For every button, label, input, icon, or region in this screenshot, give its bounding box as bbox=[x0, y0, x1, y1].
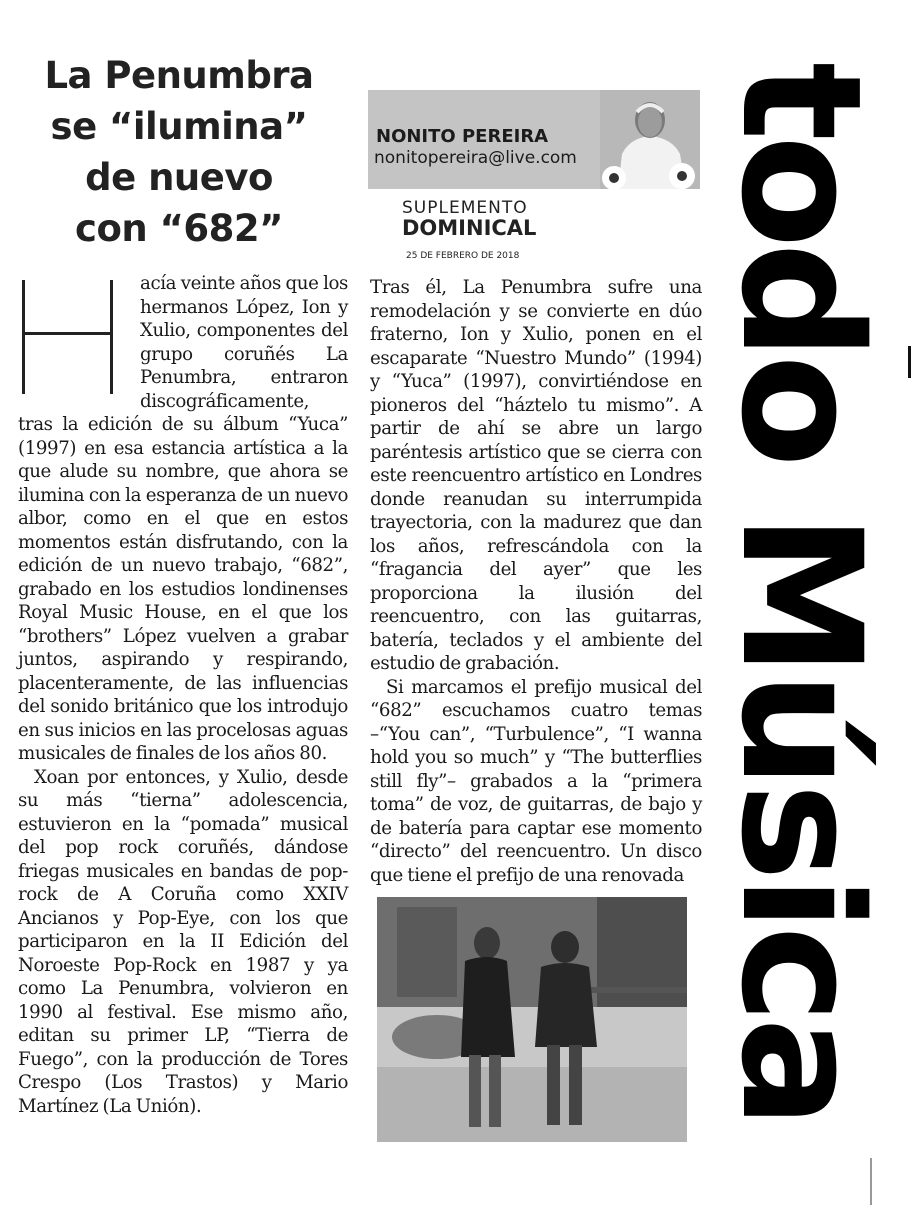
paragraph: Tras él, La Penumbra sufre una remodelación y se convierte en dúo fraterno, Ion y Xulio, ponen en el escaparate “Nuestro Mundo” (1994) y “Yuca” (1997), convirtiéndose en pioneros del “háztelo tu mismo”. A partir de ahí se abre un largo paréntesis artístico que se cierra con este reencuentro artístico en Londres donde reanudan su interrumpida trayectoria, con la madurez que dan los años, refrescándola con la “fragancia del ayer” que les proporciona la ilusión del reencuentro, con las guitarras, batería, teclados y el ambiente del estudio de grabación. bbox=[370, 277, 702, 674]
left-column bbox=[18, 272, 348, 1118]
section-banner bbox=[705, 62, 897, 1157]
supplement-date: 25 DE FEBRERO DE 2018 bbox=[406, 251, 520, 261]
drop-cap-letter bbox=[18, 278, 128, 396]
divider bbox=[870, 1158, 872, 1205]
drop-cap bbox=[18, 278, 128, 396]
headline bbox=[20, 50, 338, 254]
author-box bbox=[368, 90, 700, 189]
section-banner-text: todo Música bbox=[705, 62, 897, 1123]
paragraph: acía veinte años que los hermanos López, Ion y Xulio, componentes del grupo coruñés La Penumbra, entraron discográficamente, tras la edición de su álbum “Yuca” (1997) en esa estancia artística a la que alude su nombre, que ahora se ilumina con la esperanza de un nuevo albor, como en el que en estos momentos están disfrutando, con la edición de un nuevo trabajo, “682”, grabado en los estudios londinenses Royal Music House, en el que los “brothers” López vuelven a grabar juntos, aspirando y respirando, placenteramente, de las influencias del sonido británico que los introdujo en sus inicios en las procelosas aguas musicales de finales de los años 80. bbox=[18, 273, 348, 764]
headline-line: se “ilumina” bbox=[50, 105, 308, 148]
right-column bbox=[370, 276, 702, 887]
supplement-title: SUPLEMENTO bbox=[402, 198, 528, 218]
headline-line: con “682” bbox=[75, 207, 283, 250]
author-name: NONITO PEREIRA bbox=[376, 126, 549, 147]
headline-line: de nuevo bbox=[85, 156, 273, 199]
paragraph: Xoan por entonces, y Xulio, desde su más “tierna” adolescencia, estuvieron en la “pomada” musical del pop rock coruñés, dándose friegas musicales en bandas de pop-rock de A Coruña como XXIV Ancianos y Pop-Eye, con los que participaron en la II Edición del Noroeste Pop-Rock en 1987 y ya como La Penumbra, volvieron en 1990 al festival. Ese mismo año, editan su primer LP, “Tierra de Fuego”, con la producción de Tores Crespo (Los Trastos) y Mario Martínez (La Unión). bbox=[18, 766, 348, 1117]
author-portrait bbox=[600, 90, 700, 189]
author-email: nonitopereira@live.com bbox=[374, 148, 577, 168]
divider bbox=[908, 346, 911, 378]
supplement-subtitle: DOMINICAL bbox=[402, 216, 537, 240]
headline-line: La Penumbra bbox=[44, 54, 314, 97]
band-photo bbox=[377, 897, 687, 1142]
paragraph: Si marcamos el prefijo musical del “682” escuchamos cuatro temas –“You can”, “Turbulence”, “I wanna hold you so much” y “The butterflies still fly”– grabados a la “primera toma” de voz, de guitarras, de bajo y de batería para captar ese momento “directo” del reencuentro. Un disco que tiene el prefijo de una renovada bbox=[370, 676, 702, 886]
